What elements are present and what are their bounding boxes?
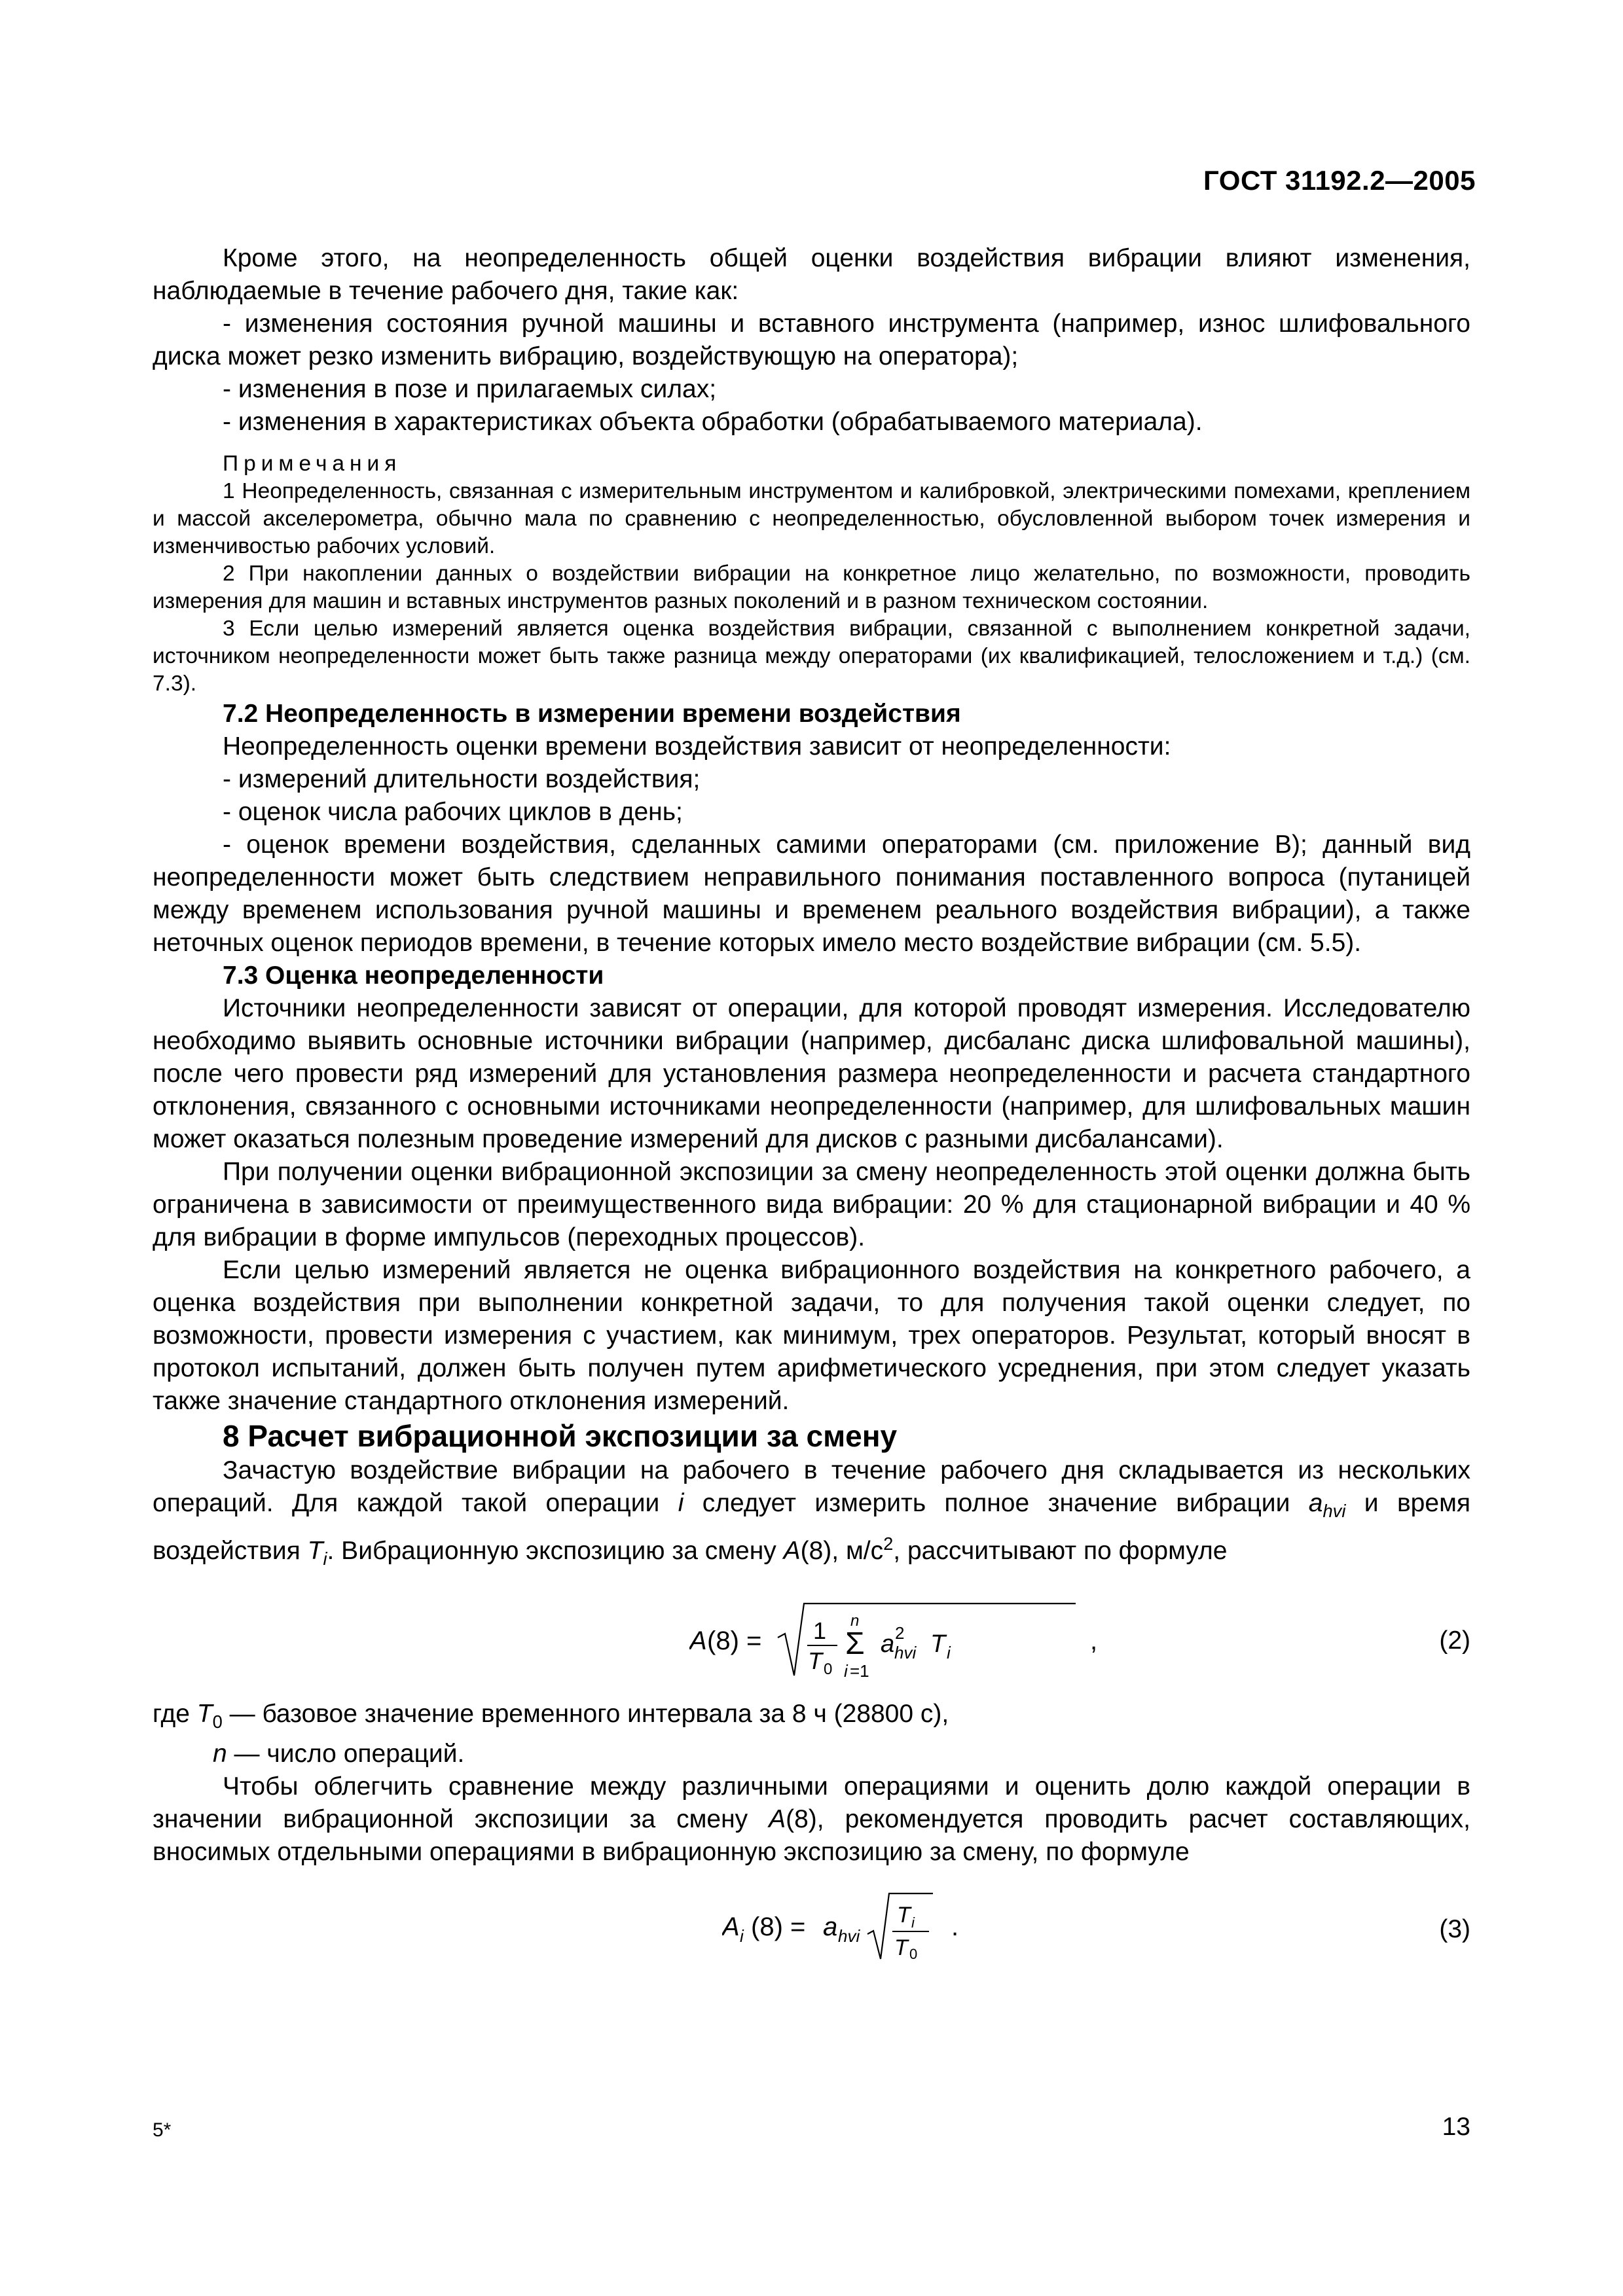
sheet-marker: 5* [153, 2119, 172, 2141]
notes-title: Примечания [223, 452, 402, 476]
svg-text:,: , [1090, 1626, 1098, 1655]
intro-item-1: - изменения состояния ручной машины и вставного инструмента (например, износ шлифовального диска может резко изменить вибрацию, воздействующую на оператора); [153, 310, 1470, 370]
svg-text:0: 0 [909, 1946, 918, 1963]
intro-item-3: - изменения в характеристиках объекта обработки (обрабатываемого материала). [223, 408, 1203, 436]
section-7-2-title: 7.2 Неопределенность в измерении времени воздействия [223, 700, 961, 728]
svg-text:hvi: hvi [838, 1926, 860, 1946]
svg-text:i: i [844, 1660, 848, 1681]
equation-3 [722, 1882, 1089, 1967]
section-7-2-item-2: - оценок числа рабочих циклов в день; [223, 798, 683, 826]
svg-text:A: A [722, 1912, 740, 1942]
intro-paragraph: Кроме этого, на неопределенность общей оценки воздействия вибрации влияют изменения, наблюдаемые в течение рабочего дня, такие как: [153, 244, 1470, 305]
svg-text:i: i [947, 1642, 951, 1662]
svg-text:i: i [740, 1926, 744, 1946]
svg-text:T: T [808, 1647, 822, 1674]
intro-item-2: - изменения в позе и прилагаемых силах; [223, 375, 717, 403]
svg-text:n: n [850, 1611, 860, 1630]
svg-text:Σ: Σ [845, 1626, 865, 1661]
svg-text:A: A [689, 1626, 707, 1655]
equation-3-row [153, 1882, 1470, 1967]
section-7-3-paragraph-3: Если целью измерений является не оценка вибрационного воздействия на конкретного рабочего, а оценка воздействия при выполнении конкретной задачи, то для получения такой оценки следует, по возможности, провести измерения с участием, как минимум, трех операторов. Результат, который вносят в протокол испытаний, должен быть получен путем арифметического усреднения, при этом следует указать также значение стандартного отклонения измерений. [153, 1256, 1470, 1415]
equation-2-number: (2) [1439, 1626, 1470, 1655]
svg-text:1: 1 [813, 1617, 827, 1644]
section-7-3-paragraph-1: Источники неопределенности зависят от операции, для которой проводят измерения. Исследователю необходимо выявить основные источники вибрации (например, дисбаланс диска шлифовальной машины), после чего провести ряд измерений для установления размера неопределенности и расчета стандартного отклонения, связанного с основными источниками неопределенности (например, для шлифовальных машин может оказаться полезным проведение измерений для дисков с разными дисбалансами). [153, 994, 1470, 1153]
section-7-2-item-3: - оценок времени воздействия, сделанных самими операторами (см. приложение В); данный вид неопределенности может быть следствием неправильного понимания поставленного вопроса (путаницей между временем использования ручной машины и временем реального воздействия вибрации), а также неточных оценок периодов времени, в течение которых имело место воздействие вибрации (см. 5.5). [153, 831, 1470, 957]
notes-block [153, 450, 1470, 698]
section-8-paragraph-1: Зачастую воздействие вибрации на рабочего в течение рабочего дня складывается из нескольких операций. Для каждой такой операции i следует измерить полное значение вибрации $a_{hvi}$ и время воздействия $T_i$. Вибрационную экспозицию за смену A(8), $м/с^2$, рассчитывают по формуле [153, 1456, 1470, 1569]
equation-2 [689, 1592, 1161, 1690]
svg-text:(8) =: (8) = [707, 1626, 762, 1655]
svg-text:a: a [823, 1912, 838, 1942]
svg-text:0: 0 [824, 1660, 833, 1678]
note-2: 2 При накоплении данных о воздействии вибрации на конкретное лицо желательно, по возможности, проводить измерения для машин и вставных инструментов разных поколений и в разном техническом состоянии. [153, 562, 1470, 613]
svg-text:T: T [894, 1935, 908, 1961]
standard-header: ГОСТ 31192.2—2005 [1203, 165, 1476, 196]
section-7-2-item-1: - измерений длительности воздействия; [223, 765, 701, 793]
svg-text:a: a [881, 1630, 895, 1658]
page-number: 13 [1442, 2113, 1470, 2141]
svg-text:i: i [911, 1914, 915, 1931]
section-7-2-paragraph: Неопределенность оценки времени воздействия зависит от неопределенности: [223, 732, 1171, 761]
section-7-3-title: 7.3 Оценка неопределенности [223, 961, 604, 990]
equation-3-number: (3) [1439, 1915, 1470, 1944]
note-3: 3 Если целью измерений является оценка воздействия вибрации, связанной с выполнением конкретной задачи, источником неопределенности может быть также разница между операторами (их квалификацией, телосложением и т.д.) (см. 7.3). [153, 617, 1470, 696]
equation-2-row [153, 1592, 1470, 1690]
svg-text:T: T [930, 1630, 946, 1658]
section-8-title: 8 Расчет вибрационной экспозиции за смену [223, 1419, 898, 1453]
where-line-2: n — число операций. [213, 1740, 465, 1768]
where-line-1: где $T_0$ — базовое значение временного интервала за 8 ч (28800 с), [153, 1699, 949, 1732]
svg-text:2: 2 [895, 1623, 905, 1643]
svg-text:(8) =: (8) = [751, 1912, 806, 1942]
note-1: 1 Неопределенность, связанная с измерительным инструментом и калибровкой, электрическими помехами, креплением и массой акселерометра, обычно мала по сравнению с неопределенностью, обусловленной выбором точек измерения и изменчивостью рабочих условий. [153, 479, 1470, 558]
page-content [153, 242, 1470, 1967]
svg-text:=1: =1 [850, 1660, 869, 1681]
section-7-3-paragraph-2: При получении оценки вибрационной экспозиции за смену неопределенность этой оценки должна быть ограничена в зависимости от преимущественного вида вибрации: 20 % для стационарной вибрации и 40 % для вибрации в форме импульсов (переходных процессов). [153, 1158, 1470, 1251]
svg-text:T: T [897, 1903, 911, 1928]
svg-text:.: . [951, 1912, 959, 1942]
svg-text:hvi: hvi [894, 1642, 917, 1662]
section-8-paragraph-2: Чтобы облегчить сравнение между различными операциями и оценить долю каждой операции в значении вибрационной экспозиции за смену A(8), рекомендуется проводить расчет составляющих, вносимых отдельными операциями в вибрационную экспозицию за смену, по формуле [153, 1772, 1470, 1867]
